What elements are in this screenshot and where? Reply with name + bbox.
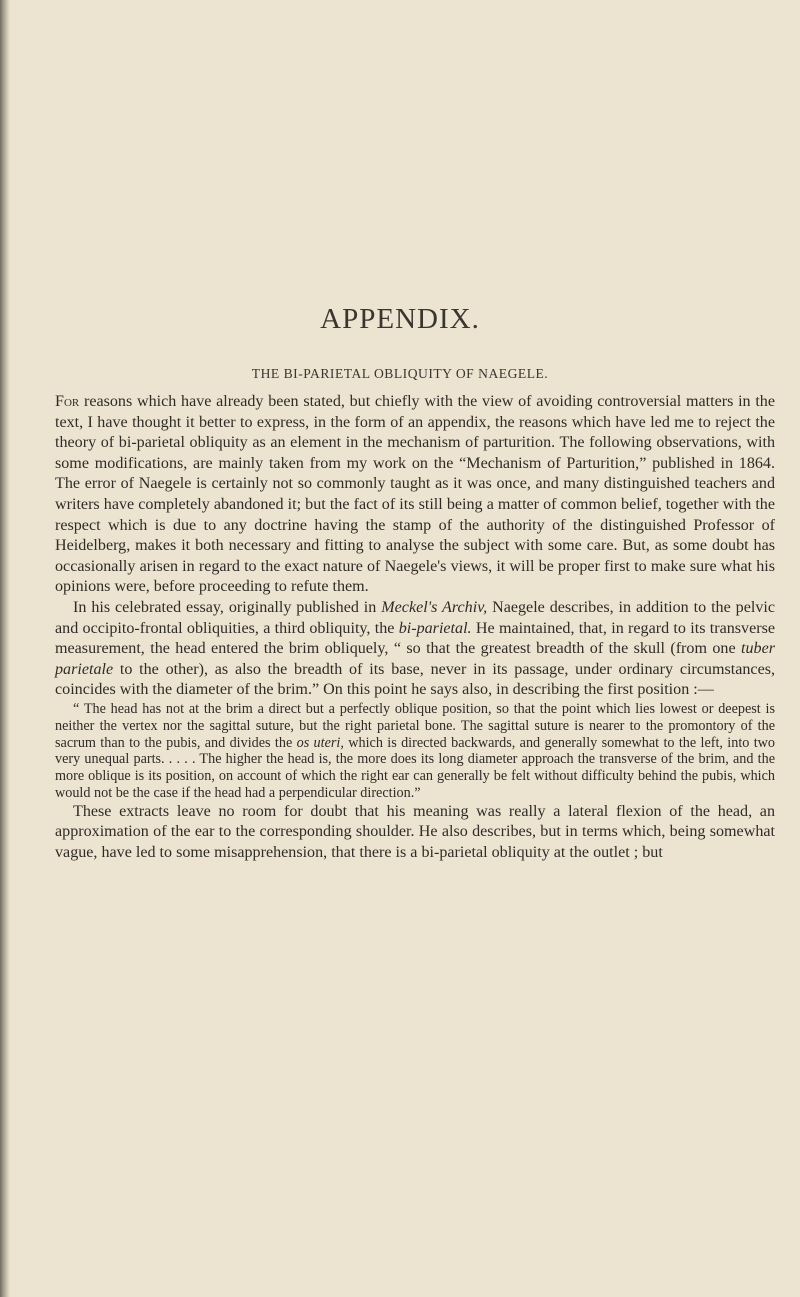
quote-text-a: “ The head has not at the brim a direct but a perfectly oblique position, so that the point which lies lowest or deepest is neither the vertex nor the sagittal suture, but the right parietal bone. The sagittal suture is nearer to the promontory of the sacrum than to the pubis, and divides the [55, 700, 775, 751]
journal-title: Meckel's Archiv, [381, 598, 488, 616]
paragraph-2-text-c: He maintained, that, in regard to its transverse measurement, the head entered the brim obliquely, “ so that the greatest breadth of the skull (from one [55, 619, 775, 658]
paragraph-1-text: reasons which have already been stated, but chiefly with the view of avoiding controversial matters in the text, I have thought it better to express, in the form of an appendix, the reasons which have led me to reject the theory of bi-parietal obliquity as an element in the mechanism of parturition. The following observations, with some modifications, are mainly taken from my work on the “Mechanism of Parturition,” published in 1864. The error of Naegele is certainly not so commonly taught as it was once, and many distinguished teachers and writers have completely abandoned it; but the fact of its still being a matter of common belief, together with the respect which is due to any doctrine having the stamp of the authority of the distinguished Professor of Heidelberg, makes it both necessary and fitting to analyse the subject with some care. But, as some doubt has occasionally arisen in regard to the exact nature of Naegele's views, it will be proper first to make sure what his opinions were, before proceeding to refute them. [55, 393, 775, 596]
block-quote [55, 701, 775, 802]
term-tuber-parietale: tuber parietale [55, 640, 775, 678]
paragraph-3: These extracts leave no room for doubt that his meaning was really a lateral flexion of the head, an approximation of the ear to the corresponding shoulder. He also describes, but in terms which, being somewhat vague, have led to some misapprehension, that there is a bi-parietal obliquity at the outlet ; but [55, 802, 775, 861]
paragraph-2-text-d: to the other), as also the breadth of its base, never in its passage, under ordinary circumstances, coincides with the diameter of the brim.” On this point he says also, in describing the first position :— [55, 660, 775, 699]
term-bi-parietal: bi-parietal. [398, 619, 472, 637]
body-text [55, 392, 775, 863]
section-subtitle: THE BI-PARIETAL OBLIQUITY OF NAEGELE. [251, 366, 549, 381]
drop-lead-word: For [55, 393, 80, 410]
paragraph-2-text-b: Naegele describes, in addition to the pelvic and occipito-frontal obliquities, a third obliquity, the [55, 598, 775, 637]
paragraph-1 [55, 392, 775, 598]
paragraph-2 [55, 598, 775, 701]
page-title: APPENDIX. [320, 303, 480, 335]
paragraph-2-text-a: In his celebrated essay, originally published in [73, 598, 382, 616]
quote-text-b: which is directed backwards, and generally somewhat to the left, into two very unequal parts. . . . . The higher the head is, the more does its long diameter approach the transverse of the brim, and the more oblique is its position, on account of which the right ear can generally be felt without difficulty behind the pubis, which would not be the case if the head had a perpendicular direction.” [55, 734, 776, 801]
term-os-uteri: os uteri, [296, 734, 344, 751]
